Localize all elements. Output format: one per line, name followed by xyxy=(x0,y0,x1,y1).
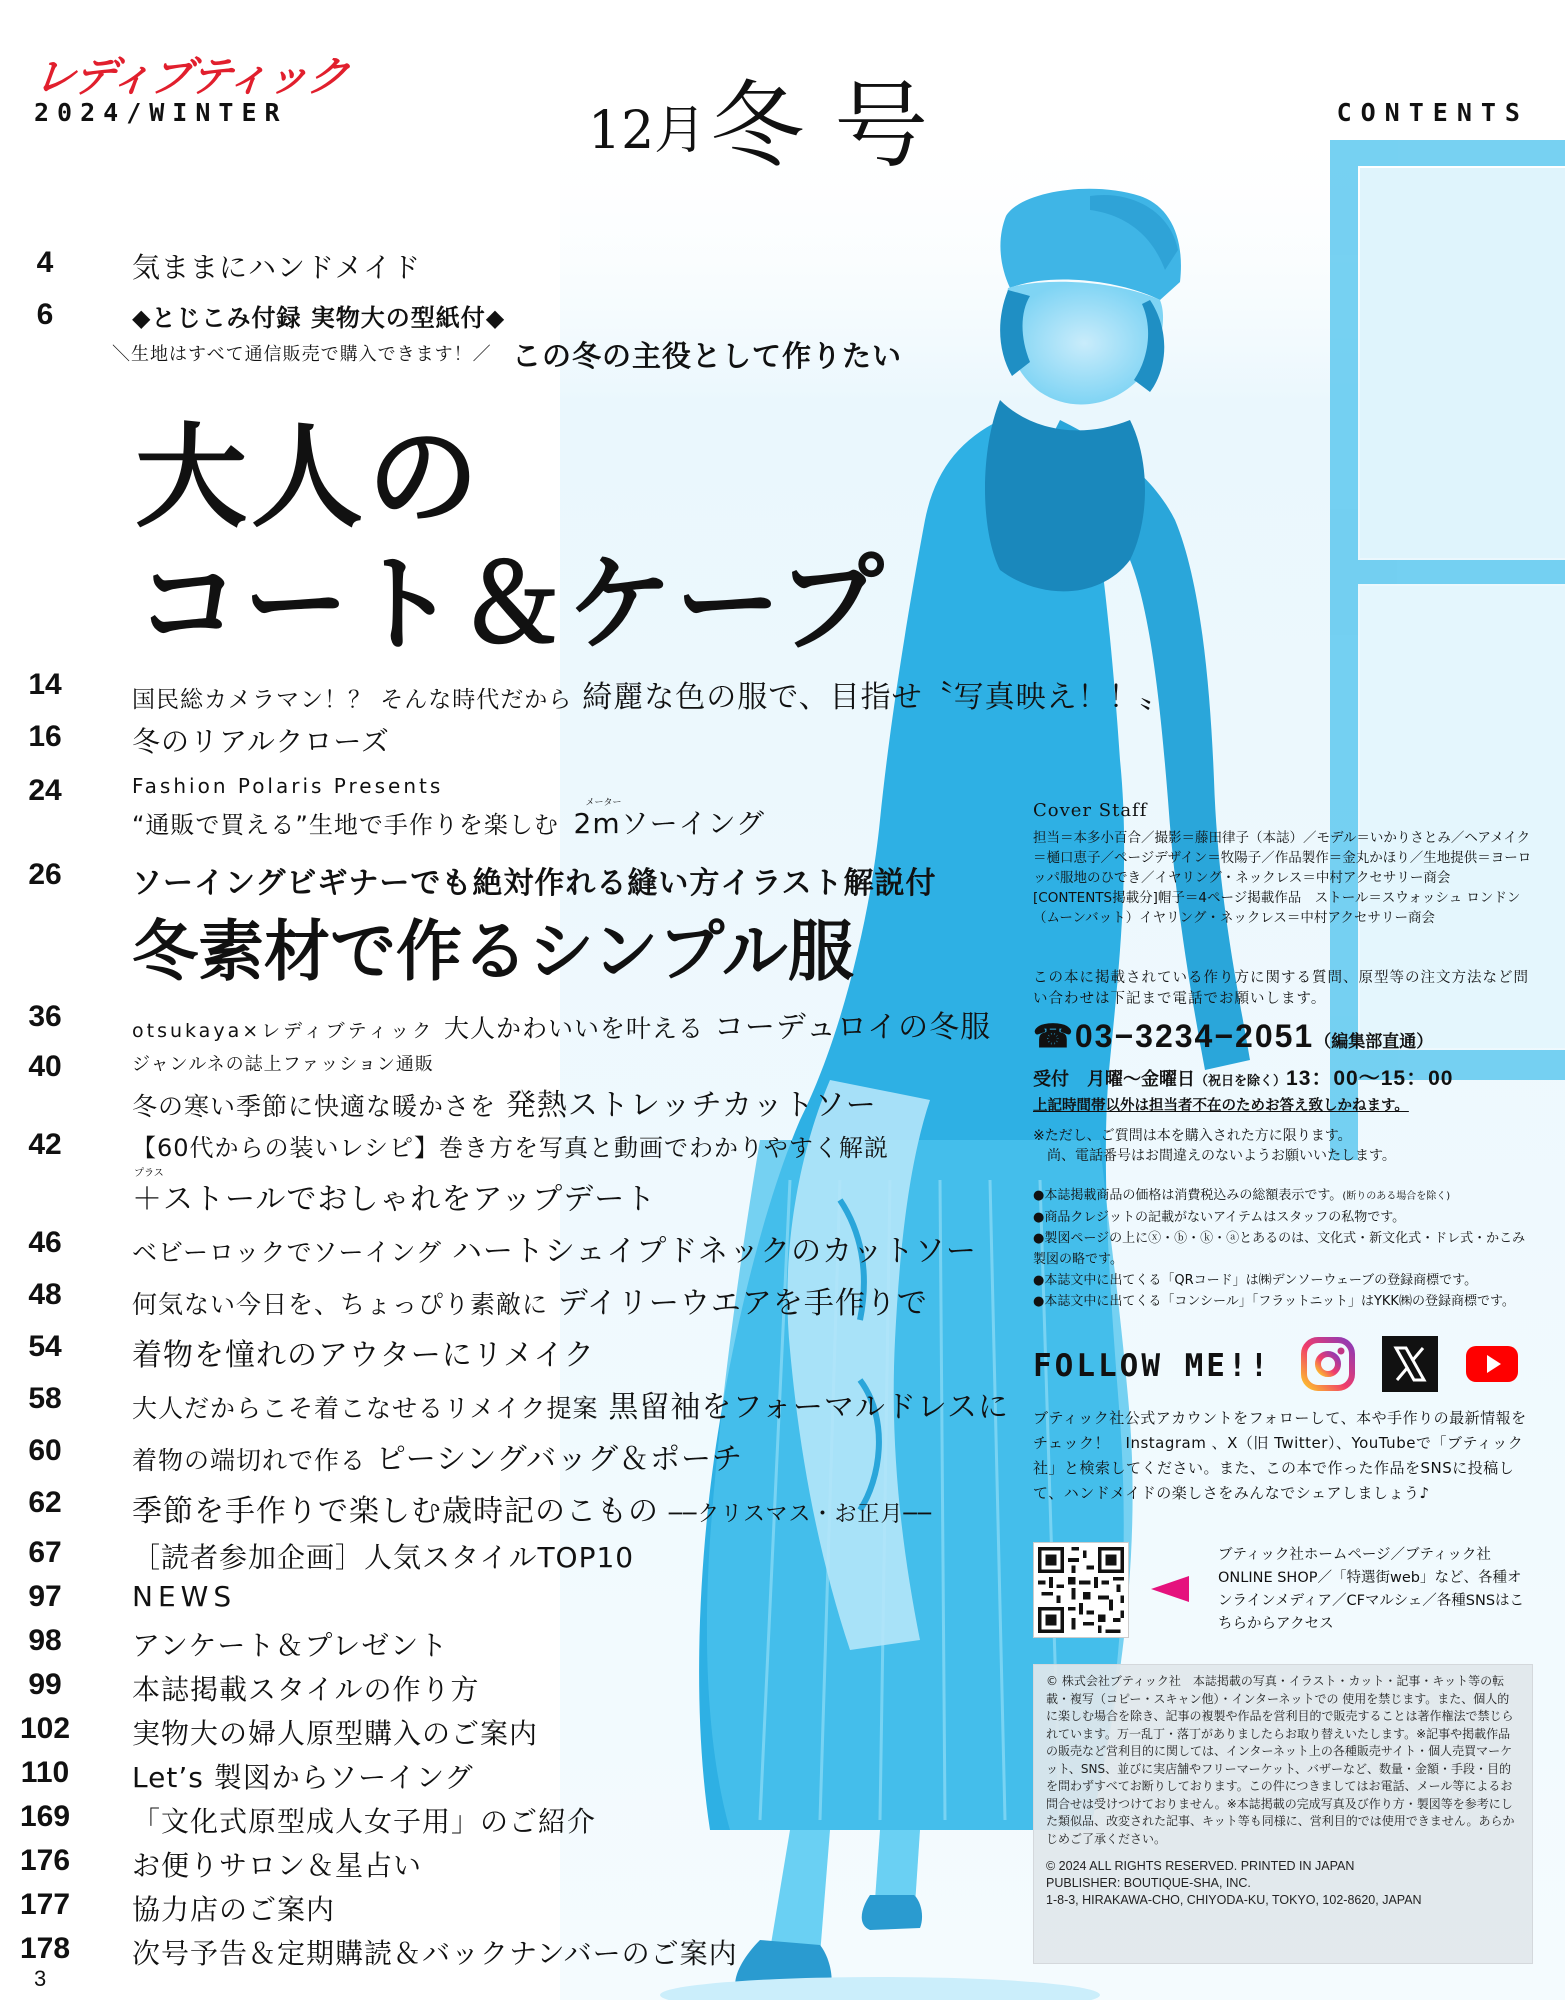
toc-entry[interactable] xyxy=(0,1624,1030,1664)
toc-lead: ソーイングビギナーでも絶対作れる縫い方イラスト解説付 xyxy=(132,866,937,901)
toc-entry[interactable] xyxy=(0,774,1030,844)
toc-entry[interactable] xyxy=(0,1844,1030,1884)
reception-hours: 受付 月曜～金曜日（祝日を除く）13：00～15：00 xyxy=(1033,1067,1454,1090)
toc-entry[interactable] xyxy=(0,1226,1030,1269)
toc-entry[interactable] xyxy=(0,1932,1030,1972)
toc-entry[interactable] xyxy=(0,1668,1030,1708)
toc-page: 58 xyxy=(28,1382,62,1415)
toc-entry[interactable] xyxy=(0,1330,1030,1373)
notice-item: ●商品クレジットの記載がないアイテムはスタッフの私物です。 xyxy=(1033,1210,1406,1225)
toc-ruby: メーター xyxy=(585,798,622,808)
feature-headline-line2: コート＆ケープ xyxy=(135,543,886,666)
toc-title: ハートシェイプドネックのカットソー xyxy=(451,1234,977,1269)
toc-page: 54 xyxy=(28,1330,62,1363)
toc-title: 綺麗な色の服で、目指せ〝写真映え！！〟 xyxy=(582,680,1171,715)
toc-ruby: プラス xyxy=(134,1168,164,1179)
qr-description: ブティック社ホームページ／ブティック社ONLINE SHOP／「特選街web」など、各種オンラインメディア／CFマルシェ／各種SNSはこちらからアクセス xyxy=(1218,1547,1525,1632)
toc-page: 42 xyxy=(28,1128,62,1161)
toc-page: 169 xyxy=(19,1800,71,1833)
notice-item: ●製図ページの上にⓧ・ⓑ・ⓚ・ⓐとあるのは、文化式・新文化式・ドレ式・かこみ製図の略です。 xyxy=(1033,1231,1526,1267)
page-number: 3 xyxy=(34,1966,47,1991)
toc-title: “通販で買える”生地で手作りを楽しむ メーター 2mソーイング xyxy=(132,802,765,842)
toc-entry[interactable] xyxy=(0,1486,1030,1529)
toc-title: 次号予告＆定期購読＆バックナンバーのご案内 xyxy=(132,1937,738,1970)
toc-page: 178 xyxy=(19,1932,71,1965)
toc-page: 62 xyxy=(28,1486,62,1519)
toc-title: 気ままにハンドメイド xyxy=(132,251,422,284)
toc-entry[interactable] xyxy=(0,1000,1030,1045)
toc-page: 14 xyxy=(28,668,62,701)
toc-entry[interactable] xyxy=(0,1712,1030,1752)
cover-staff-title: Cover Staff xyxy=(1033,800,1148,821)
toc-title: コーデュロイの冬服 xyxy=(713,1010,992,1045)
issue-month: 12月 xyxy=(588,101,707,161)
copyright-box xyxy=(1033,1664,1533,1964)
toc-title: アンケート＆プレゼント xyxy=(132,1629,449,1662)
toc-page: 102 xyxy=(19,1712,71,1745)
toc-title: NEWS xyxy=(132,1580,237,1613)
toc-page: 26 xyxy=(28,858,62,891)
toc-page: 36 xyxy=(28,1000,62,1033)
toc-lead: Fashion Polaris Presents xyxy=(132,774,444,798)
toc-entry[interactable] xyxy=(0,1888,1030,1928)
toc-title-large: 冬素材で作るシンプル服 xyxy=(132,913,854,990)
toc-title: ＋ストールでおしゃれをアップデート xyxy=(132,1182,657,1217)
notice-item: ●本誌文中に出てくる「QRコード」は㈱デンソーウェーブの登録商標です。 xyxy=(1033,1273,1478,1288)
toc-title: 「文化式原型成人女子用」のご紹介 xyxy=(132,1805,597,1838)
toc-entry[interactable] xyxy=(0,1536,1030,1576)
toc-line: 季節を手作りで楽しむ歳時記のこもの ──クリスマス・お正月── xyxy=(132,1494,933,1529)
toc-subtitle: この冬の主役として作りたい xyxy=(512,339,903,373)
issue-label: 2024/WINTER xyxy=(34,98,288,127)
toc-entry[interactable] xyxy=(0,1128,1030,1218)
toc-entry[interactable] xyxy=(0,1382,1030,1425)
feature-headline-line1: 大人の xyxy=(135,413,483,543)
toc-entry[interactable] xyxy=(0,1756,1030,1796)
notice-item: ●本誌掲載商品の価格は消費税込みの総額表示です。(断りのある場合を除く) xyxy=(1033,1188,1451,1203)
toc-badge: ◆とじこみ付録 実物大の型紙付◆ xyxy=(132,304,506,332)
toc-title: 着物を憧れのアウターにリメイク xyxy=(132,1338,595,1373)
toc-entry[interactable] xyxy=(0,246,1030,286)
caution-text: ※ただし、ご質問は本を購入された方に限ります。 尚、電話番号はお間違えのないようお願いいたします。 xyxy=(1033,1128,1396,1164)
phone-number[interactable]: ☎03−3234−2051（編集部直通） xyxy=(1033,1018,1434,1054)
follow-me-title: FOLLOW ME!! xyxy=(1033,1348,1272,1384)
toc-page: 98 xyxy=(28,1624,62,1657)
toc-title: お便りサロン＆星占い xyxy=(132,1849,423,1882)
toc-page: 6 xyxy=(36,298,54,331)
qr-code[interactable] xyxy=(1033,1542,1129,1638)
toc-kicker: ＼生地はすべて通信販売で購入できます！／ xyxy=(112,344,492,365)
toc-page: 97 xyxy=(28,1580,62,1613)
toc-line: 何気ない今日を、ちょっぴり素敵に デイリーウエアを手作りで xyxy=(132,1286,928,1321)
issue-title xyxy=(588,50,958,185)
inquiry-text: この本に掲載されている作り方に関する質問、原型等の注文方法など問い合わせは下記まで電話でお願いします。 xyxy=(1033,970,1529,1007)
toc-page: 67 xyxy=(28,1536,62,1569)
toc-entry[interactable] xyxy=(0,1434,1030,1477)
toc-page: 48 xyxy=(28,1278,62,1311)
instagram-icon[interactable] xyxy=(1300,1336,1356,1392)
toc-page: 176 xyxy=(19,1844,71,1877)
cover-staff-credits: 担当＝本多小百合／撮影＝藤田律子（本誌）／モデル＝いかりさとみ／ヘアメイク＝樋口恵子／ページデザイン＝牧陽子／作品製作＝金丸かほり／生地提供＝ヨーロッパ服地のひでき／イヤリング・ネックレス＝中村アクセサリー商会 [CONTENTS掲載分]帽子＝4ページ掲載作品 ストール＝スウォッシュ ロンドン（ムーンバット）イヤリング・ネックレス＝中村アクセサリー商会 xyxy=(1033,830,1532,926)
toc-title: 実物大の婦人原型購入のご案内 xyxy=(132,1717,539,1750)
notice-item: ●本誌文中に出てくる「コンシール」「フラットニット」はYKK㈱の登録商標です。 xyxy=(1033,1294,1515,1309)
toc-page: 99 xyxy=(28,1668,62,1701)
toc-page: 46 xyxy=(28,1226,62,1259)
magazine-logo: レディブティック xyxy=(31,52,350,101)
toc-line: 冬の寒い季節に快適な暖かさを 発熱ストレッチカットソー xyxy=(132,1088,877,1123)
toc-line: 大人だからこそ着こなせるリメイク提案 黒留袖をフォーマルドレスに xyxy=(132,1390,1010,1425)
toc-page: 4 xyxy=(36,246,54,279)
toc-page: 177 xyxy=(19,1888,71,1921)
toc-page: 110 xyxy=(20,1756,70,1789)
toc-lead: 国民総カメラマン！？ そんな時代だから 綺麗な色の服で、目指せ〝写真映え！！〟 xyxy=(132,680,1171,715)
legal-english: © 2024 ALL RIGHTS RESERVED. PRINTED IN JAPAN PUBLISHER: BOUTIQUE-SHA, INC. 1-8-3, HIRAKAWA-CHO, CHIYODA-KU, TOKYO, 102-8620, JAPAN xyxy=(1046,1859,1422,1907)
toc-page: 16 xyxy=(28,720,62,753)
toc-title: 発熱ストレッチカットソー xyxy=(505,1088,877,1123)
toc-title: 黒留袖をフォーマルドレスに xyxy=(608,1390,1010,1425)
toc-entry[interactable] xyxy=(0,1050,1030,1123)
toc-page: 24 xyxy=(28,774,62,807)
toc-entry[interactable] xyxy=(0,720,1030,760)
follow-description: ブティック社公式アカウントをフォローして、本や手作りの最新情報をチェック！ Instagram 、X（旧 Twitter）、YouTubeで「ブティック社」と検索してください。また、この本で作った作品をSNSに投稿して、ハンドメイドの楽しさをみんなでシェアしましょう♪ xyxy=(1033,1409,1527,1502)
hours-warning: 上記時間帯以外は担当者不在のためお答え致しかねます。 xyxy=(1033,1098,1409,1114)
toc-title: ピーシングバッグ＆ポーチ xyxy=(375,1442,743,1477)
legal-notice: © 株式会社ブティック社 本誌掲載の写真・イラスト・カット・記事・キット等の転載・複写（コピー・スキャン他）・インターネットでの 使用を禁じます。また、個人的に楽しむ場合を除き、記事の複製や作品を営利目的で販売することは著作権法で禁じられています。万一乱丁・落丁がありましたらお取り替えいたします。※記事や掲載作品の販売など営利目的に関しては、インターネット上の各種販売サイト・個人売買マーケット、SNS、並びに実店舗やフリーマーケット、バザーなど、数量・金額・手段・目的を問わずすべてお断りしております。この件につきましてはお電話、メール等によるお問合せは受けつけておりません。※本誌掲載の完成写真及び作り方・製図等を参考にした類似品、改変された記事、キット等も同様に、営利目的では使用できません。あらかじめご了承ください。 xyxy=(1046,1674,1515,1846)
toc-page: 40 xyxy=(28,1050,62,1083)
toc-line: 着物の端切れで作る ピーシングバッグ＆ポーチ xyxy=(132,1442,743,1477)
toc-title: ［読者参加企画］人気スタイルTOP10 xyxy=(132,1541,635,1574)
toc-lead: ジャンルネの誌上ファッション通販 xyxy=(132,1054,434,1075)
arrow-icon xyxy=(1151,1576,1189,1602)
toc-lead: 【60代からの装いレシピ】巻き方を写真と動画でわかりやすく解説 xyxy=(132,1134,889,1162)
contents-label: CONTENTS xyxy=(1336,98,1529,127)
toc-entry[interactable] xyxy=(0,1580,1030,1620)
x-icon[interactable] xyxy=(1382,1336,1438,1392)
toc-line: ベビーロックでソーイング ハートシェイプドネックのカットソー xyxy=(132,1234,977,1269)
toc-entry[interactable] xyxy=(0,1278,1030,1321)
toc-line: otsukaya×レディブティック 大人かわいいを叶える コーデュロイの冬服 xyxy=(132,1010,992,1045)
toc-title: 冬のリアルクローズ xyxy=(132,725,390,758)
toc-entry[interactable] xyxy=(0,668,1171,715)
toc-title: 季節を手作りで楽しむ歳時記のこもの xyxy=(132,1494,659,1529)
issue-season: 冬号 xyxy=(710,72,959,181)
toc-title: デイリーウエアを手作りで xyxy=(557,1286,928,1321)
youtube-icon[interactable] xyxy=(1464,1336,1520,1392)
toc-title: Let’s 製図からソーイング xyxy=(132,1761,474,1794)
toc-entry[interactable] xyxy=(0,1800,1030,1840)
toc-title: 協力店のご案内 xyxy=(132,1893,336,1926)
notice-list xyxy=(1033,1185,1533,1312)
toc-page: 60 xyxy=(28,1434,62,1467)
toc-title: 本誌掲載スタイルの作り方 xyxy=(132,1673,480,1706)
